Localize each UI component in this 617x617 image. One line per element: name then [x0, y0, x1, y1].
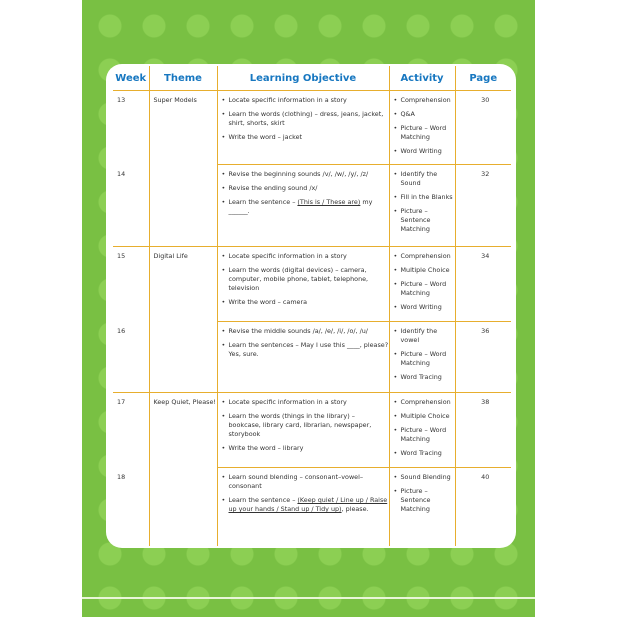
objective-item: • Learn sound blending – consonant–vowel–consonant — [222, 473, 389, 491]
objective-item: • Write the word – jacket — [222, 133, 389, 142]
sentence-suffix: my ______. — [228, 198, 373, 215]
header-theme: Theme — [149, 66, 217, 91]
activity-cell — [389, 322, 455, 393]
activity-cell — [389, 393, 455, 468]
header-row — [113, 66, 511, 91]
activity-item: • Word Tracing — [394, 449, 455, 458]
activity-item: • Picture – Word Matching — [394, 426, 455, 444]
objective-item: • Learn the words (digital devices) – camera, computer, mobile phone, tablet, telephone, television — [222, 266, 389, 293]
objective-item: • Locate specific information in a story — [222, 252, 389, 261]
objective-item — [222, 198, 389, 216]
activity-item: • Comprehension — [394, 398, 455, 407]
theme-cell: Super Models — [149, 91, 217, 247]
theme-cell: Digital Life — [149, 247, 217, 393]
week-cell: 14 — [117, 169, 126, 178]
activity-item: • Fill in the Blanks — [394, 193, 455, 202]
activity-item: • Identify the Sound — [394, 170, 455, 188]
objective-item: • Locate specific information in a story — [222, 398, 389, 407]
header-activity: Activity — [389, 66, 455, 91]
activity-item: • Sound Blending — [394, 473, 455, 482]
activity-item: • Identify the vowel — [394, 327, 455, 345]
header-page: Page — [455, 66, 511, 91]
objective-item: • Learn the words (clothing) – dress, jeans, jacket, shirt, shorts, skirt — [222, 110, 389, 128]
page-bottom-line — [82, 597, 535, 599]
activity-item: • Picture – Sentence Matching — [394, 487, 455, 514]
page-number-cell: 34 — [455, 247, 511, 322]
activity-cell — [389, 165, 455, 247]
sentence-prefix: Learn the sentence – — [228, 496, 298, 504]
activity-item: • Picture – Sentence Matching — [394, 207, 455, 234]
activity-item: • Word Writing — [394, 303, 455, 312]
objective-item: • Revise the middle sounds /a/, /e/, /i/, /o/, /u/ — [222, 327, 389, 336]
page-number-cell: 36 — [455, 322, 511, 393]
week-cell: 16 — [117, 326, 126, 335]
schedule-card — [106, 64, 516, 548]
page-number-cell: 30 — [455, 91, 511, 165]
week-cell: 15 — [113, 247, 149, 322]
page-number-cell: 32 — [455, 165, 511, 247]
objective-cell — [217, 393, 389, 468]
schedule-table — [113, 66, 511, 546]
activity-item: • Picture – Word Matching — [394, 350, 455, 368]
activity-item: • Multiple Choice — [394, 266, 455, 275]
sentence-prefix: Learn the sentence – — [228, 198, 298, 206]
sentence-underlined: (This is / These are) — [297, 198, 361, 206]
activity-item: • Comprehension — [394, 252, 455, 261]
sentence-underlined: (Keep quiet / Line up / Raise up your hands / Stand up / Tidy up) — [228, 496, 388, 513]
activity-item: • Q&A — [394, 110, 455, 119]
table-row — [113, 393, 511, 468]
page-number-cell: 40 — [455, 468, 511, 546]
objective-cell — [217, 322, 389, 393]
activity-cell — [389, 91, 455, 165]
objective-cell — [217, 165, 389, 247]
header-week: Week — [113, 66, 149, 91]
activity-cell — [389, 247, 455, 322]
objective-item: • Revise the ending sound /x/ — [222, 184, 389, 193]
objective-item: • Write the word – camera — [222, 298, 389, 307]
activity-item: • Multiple Choice — [394, 412, 455, 421]
activity-item: • Picture – Word Matching — [394, 124, 455, 142]
activity-cell — [389, 468, 455, 546]
objective-item — [222, 496, 389, 514]
header-learning-objective: Learning Objective — [217, 66, 389, 91]
objective-cell — [217, 247, 389, 322]
week-cell: 17 — [113, 393, 149, 468]
theme-cell: Keep Quiet, Please! — [149, 393, 217, 546]
table-row — [113, 247, 511, 322]
objective-item: • Learn the sentences – May I use this ____, please? Yes, sure. — [222, 341, 389, 359]
sentence-suffix: , please. — [341, 505, 369, 513]
activity-item: • Comprehension — [394, 96, 455, 105]
objective-cell — [217, 91, 389, 165]
objective-item: • Locate specific information in a story — [222, 96, 389, 105]
week-cell: 13 — [113, 91, 149, 165]
table-row — [113, 91, 511, 165]
page-background — [82, 0, 535, 617]
activity-item: • Word Tracing — [394, 373, 455, 382]
activity-item: • Word Writing — [394, 147, 455, 156]
week-cell: 18 — [117, 472, 126, 481]
page-number-cell: 38 — [455, 393, 511, 468]
objective-cell — [217, 468, 389, 546]
objective-item: • Learn the words (things in the library) – bookcase, library card, librarian, newspaper, storybook — [222, 412, 389, 439]
objective-item: • Revise the beginning sounds /v/, /w/, /y/, /z/ — [222, 170, 389, 179]
activity-item: • Picture – Word Matching — [394, 280, 455, 298]
objective-item: • Write the word – library — [222, 444, 389, 453]
